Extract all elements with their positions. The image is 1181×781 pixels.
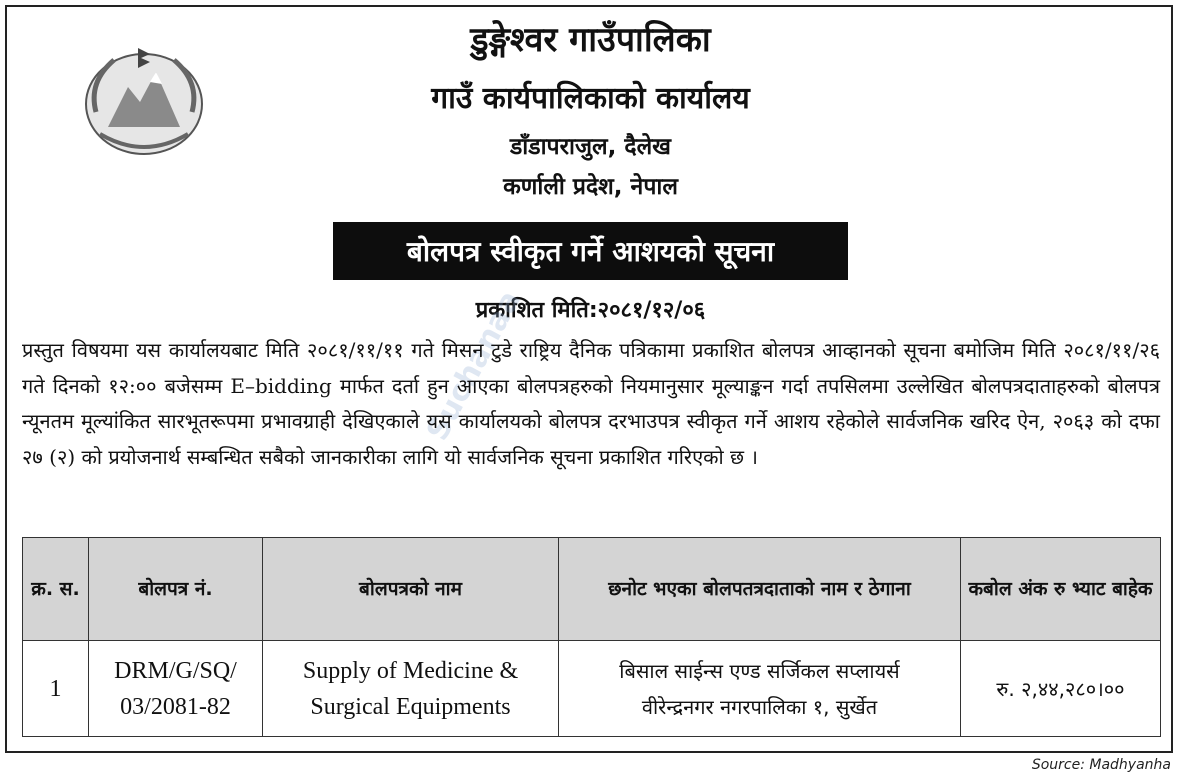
bid-no-line2: 03/2081-82 — [120, 693, 231, 720]
header-bidder: छनोट भएका बोलपतत्रदाताको नाम र ठेगाना — [559, 538, 961, 641]
cell-amount: रु. २,४४,२८०।०० — [961, 641, 1161, 737]
header-bid-name: बोलपत्रको नाम — [263, 538, 559, 641]
bidder-line1: बिसाल साईन्स एण्ड सर्जिकल सप्लायर्स — [619, 658, 900, 683]
bid-table — [22, 537, 1161, 737]
notice-body: प्रस्तुत विषयमा यस कार्यालयबाट मिति २०८१/११/११ गते मिसन टुडे राष्ट्रिय दैनिक पत्रिकामा प्रकाशित बोलपत्र आव्हानको सूचना बमोजिम मिति २०८१/११/२६ गते दिनको १२:०० बजेसम्म E–bidding मार्फत दर्ता हुन आएका बोलपत्रहरुको नियमानुसार मूल्याङ्कन गर्दा तपसिलमा उल्लेखित बोलपत्रदाताहरुको बोलपत्र न्यूनतम मूल्यांकित सारभूतरूपमा प्रभावग्राही देखिएकाले यस कार्यालयको बोलपत्र दरभाउपत्र स्वीकृत गर्ने आशय रहेकोले सार्वजनिक खरिद ऐन, २०६३ को दफा २७ (२) को प्रयोजनार्थ सम्बन्धित सबैको जानकारीका लागि यो सार्वजनिक सूचना प्रकाशित गरिएको छ । — [22, 338, 1160, 469]
bid-no-line1: DRM/G/SQ/ — [114, 657, 237, 684]
municipality-name: डुङ्गेश्वर गाउँपालिका — [470, 20, 711, 60]
bidder-line2: वीरेन्द्रनगर नगरपालिका १, सुर्खेत — [641, 694, 878, 719]
watermark: Suchanaa — [420, 285, 528, 447]
table-row — [23, 641, 1161, 737]
office-name: गाउँ कार्यपालिकाको कार्यालय — [431, 81, 750, 116]
address-line1: डाँडापराजुल, दैलेख — [510, 134, 671, 160]
cell-bidder — [559, 641, 961, 737]
cell-bid-no — [89, 641, 263, 737]
header-bid-no: बोलपत्र नं. — [89, 538, 263, 641]
cell-sn: 1 — [23, 641, 89, 737]
source-credit: Source: Madhyanha — [1031, 757, 1171, 773]
address-line2: कर्णाली प्रदेश, नेपाल — [503, 174, 678, 200]
published-date: प्रकाशित मिति:२०८१/१२/०६ — [475, 298, 706, 323]
header-amount: कबोल अंक रु भ्याट बाहेक — [961, 538, 1161, 641]
cell-bid-name — [263, 641, 559, 737]
bid-name-line1: Supply of Medicine & — [302, 657, 519, 684]
bid-name-line2: Surgical Equipments — [310, 693, 511, 720]
notice-title: बोलपत्र स्वीकृत गर्ने आशयको सूचना — [333, 222, 848, 280]
table-header-row — [23, 538, 1161, 641]
header-sn: क्र. स. — [23, 538, 89, 641]
